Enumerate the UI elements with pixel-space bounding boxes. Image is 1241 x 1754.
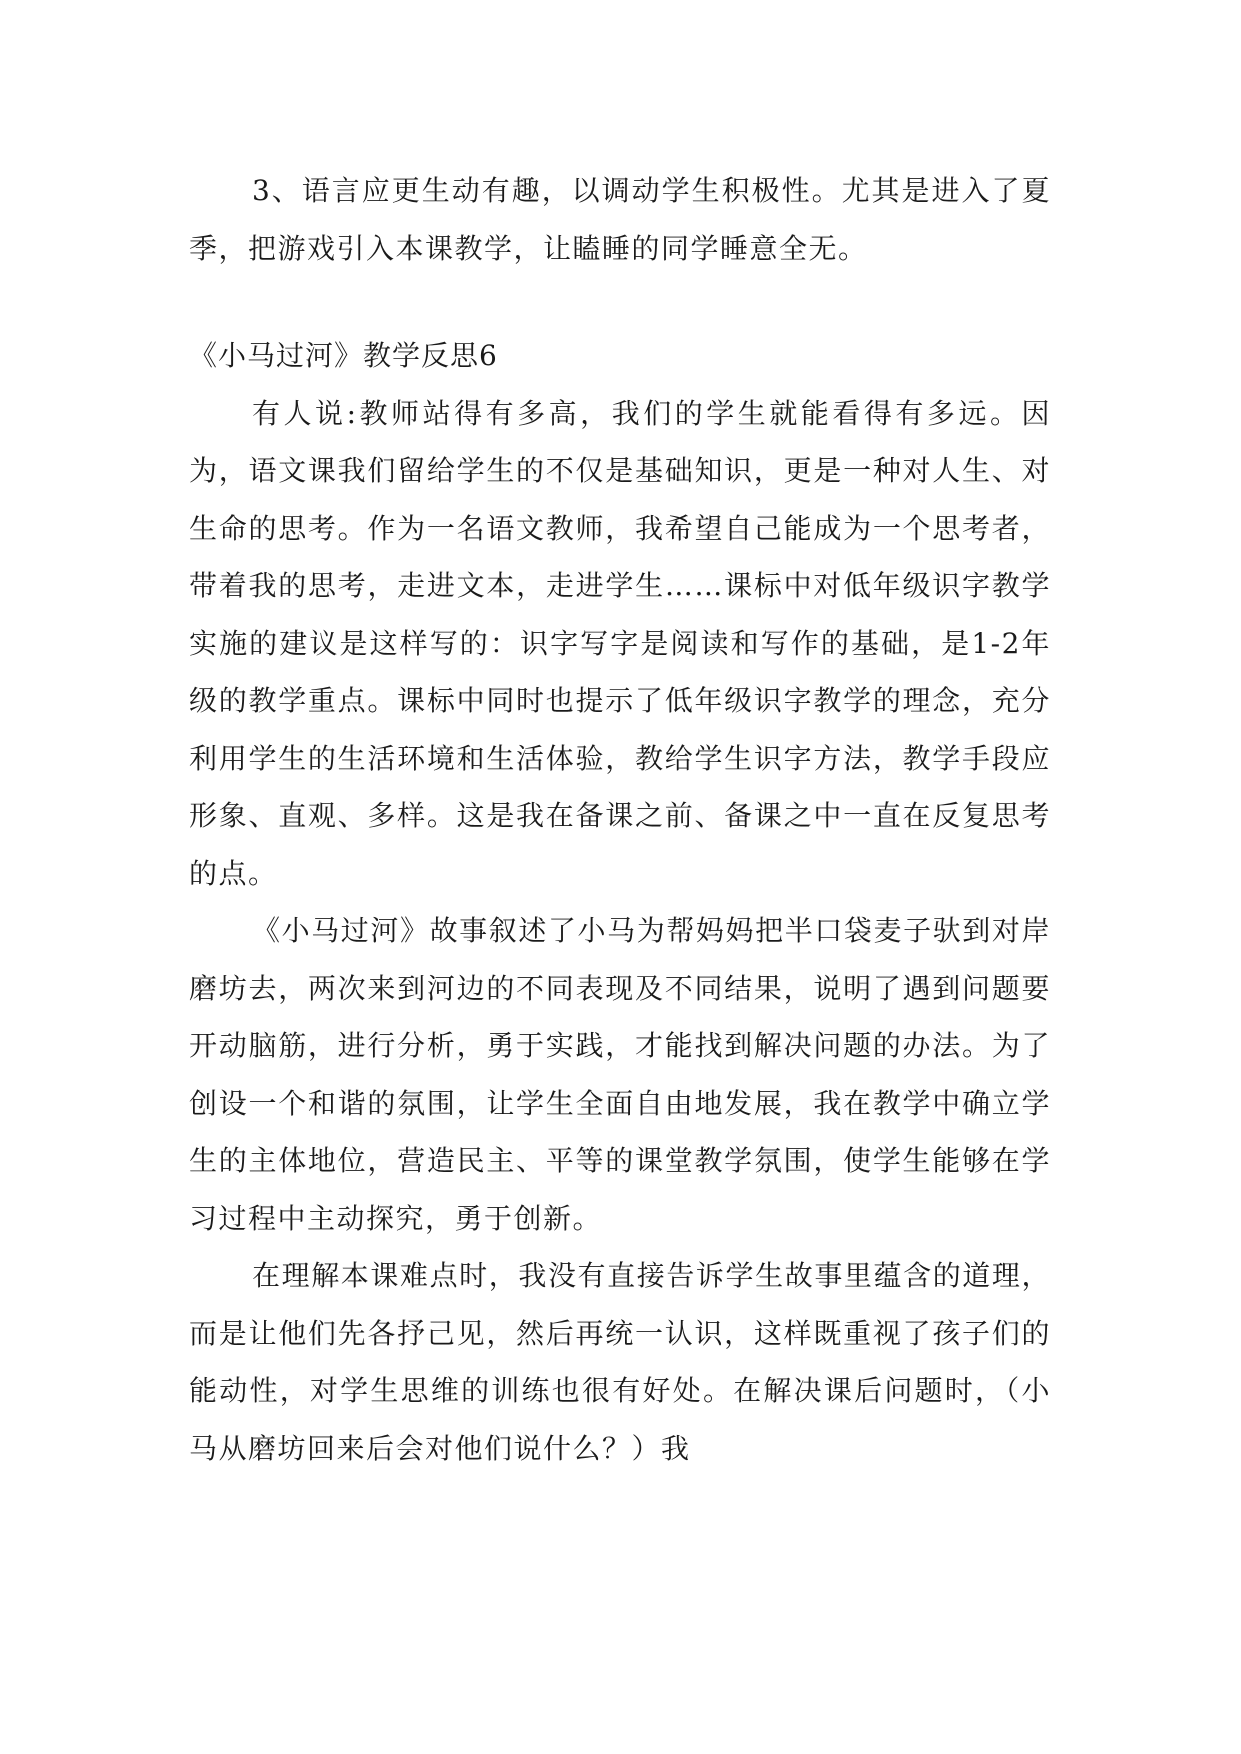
paragraph-difficulty-approach: 在理解本课难点时，我没有直接告诉学生故事里蕴含的道理，而是让他们先各抒己见，然后再统一认识，这样既重视了孩子们的能动性，对学生思维的训练也很有好处。在解决课后问题时，（小马从磨坊回来后会对他们说什么？）我 [189, 1259, 1051, 1465]
paragraph-story-summary: 《小马过河》故事叙述了小马为帮妈妈把半口袋麦子驮到对岸磨坊去，两次来到河边的不同表现及不同结果，说明了遇到问题要开动脑筋，进行分析，勇于实践，才能找到解决问题的办法。为了创设一个和谐的氛围，让学生全面自由地发展，我在教学中确立学生的主体地位，营造民主、平等的课堂教学氛围，使学生能够在学习过程中主动探究，勇于创新。 [189, 914, 1051, 1235]
paragraph-teacher-reflection: 有人说:教师站得有多高，我们的学生就能看得有多远。因为，语文课我们留给学生的不仅是基础知识，更是一种对人生、对生命的思考。作为一名语文教师，我希望自己能成为一个思考者，带着我的思考，走进文本，走进学生……课标中对低年级识字教学实施的建议是这样写的：识字写字是阅读和写作的基础，是1-2年级的教学重点。课标中同时也提示了低年级识字教学的理念，充分利用学生的生活环境和生活体验，教给学生识字方法，教学手段应形象、直观、多样。这是我在备课之前、备课之中一直在反复思考的点。 [189, 396, 1051, 890]
section-title: 《小马过河》教学反思6 [189, 339, 498, 372]
paragraph-teaching-tip-3: 3、语言应更生动有趣，以调动学生积极性。尤其是进入了夏季，把游戏引入本课教学，让瞌睡的同学睡意全无。 [189, 174, 1051, 265]
document-body [189, 162, 1051, 1477]
paragraph-spacer [189, 277, 1051, 327]
